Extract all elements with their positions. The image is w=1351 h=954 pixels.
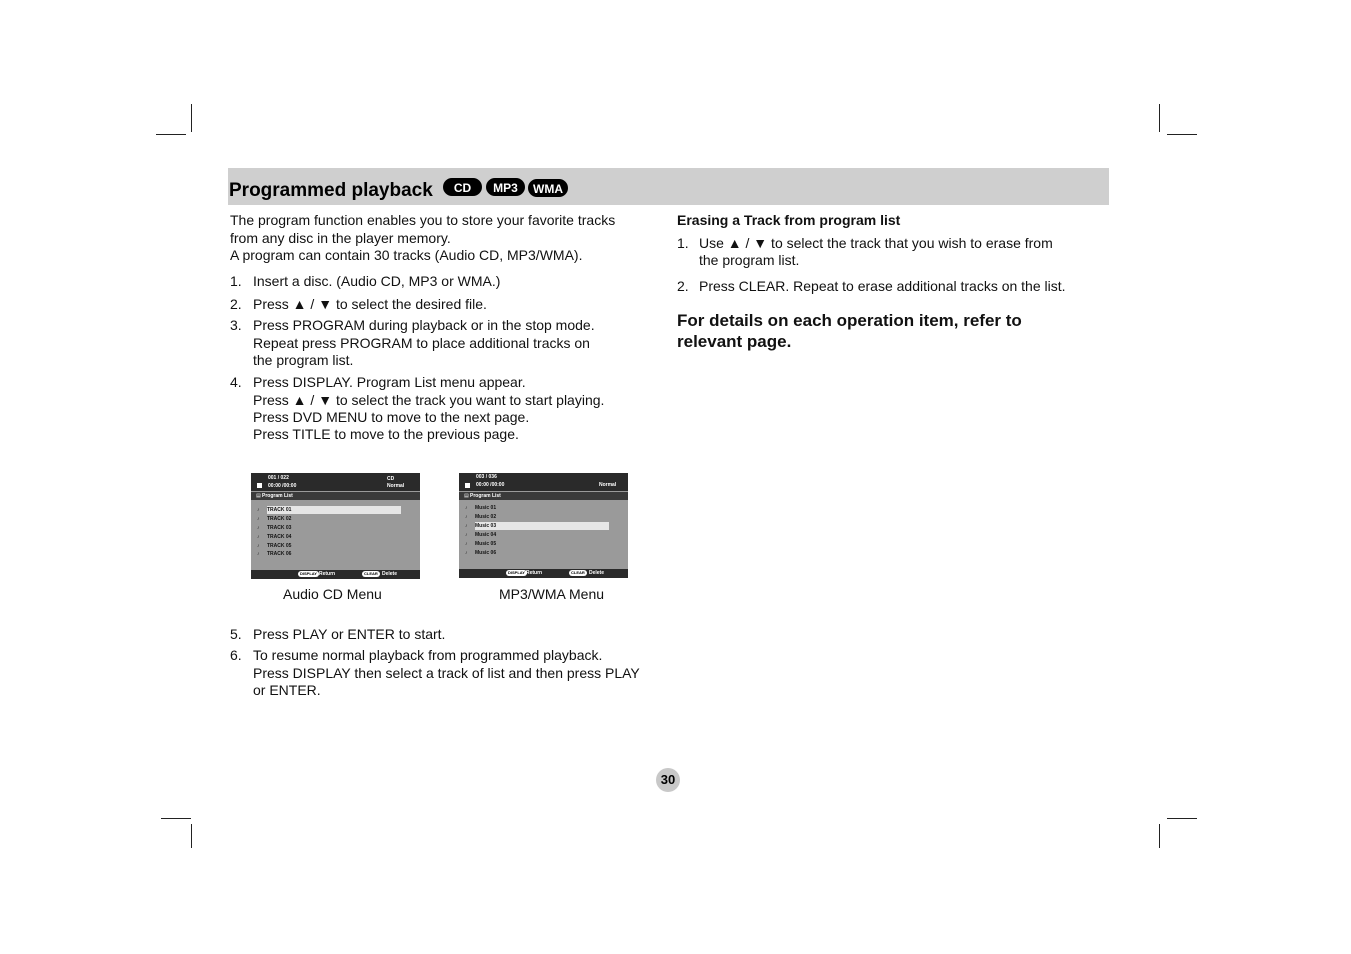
music-note-icon: ♪ bbox=[257, 525, 260, 531]
intro-line: The program function enables you to store your favorite tracks bbox=[230, 212, 616, 228]
step-text: Insert a disc. (Audio CD, MP3 or WMA.) bbox=[253, 273, 501, 289]
step-number: 4. bbox=[230, 374, 242, 390]
audio-cd-caption: Audio CD Menu bbox=[283, 586, 382, 602]
crop-mark bbox=[1159, 824, 1160, 848]
crop-mark bbox=[161, 818, 191, 819]
page-title: Programmed playback bbox=[229, 180, 433, 201]
mp3-wma-menu-screen bbox=[459, 473, 628, 578]
step-number: 2. bbox=[230, 296, 242, 312]
delete-label: Delete bbox=[589, 570, 605, 576]
step-text: Press TITLE to move to the previous page. bbox=[253, 426, 519, 442]
step-text: the program list. bbox=[253, 352, 354, 368]
crop-mark bbox=[1167, 134, 1197, 135]
track-counter: 001 / 022 bbox=[268, 475, 289, 481]
track-label: TRACK 06 bbox=[267, 551, 292, 557]
list-item[interactable] bbox=[465, 531, 615, 540]
mp3-badge: MP3 bbox=[486, 178, 525, 196]
erase-heading: Erasing a Track from program list bbox=[677, 212, 901, 228]
intro-line: from any disc in the player memory. bbox=[230, 230, 451, 246]
step-text: Press ▲ / ▼ to select the desired file. bbox=[253, 296, 487, 312]
details-note: relevant page. bbox=[677, 332, 792, 351]
step-number: 1. bbox=[230, 273, 242, 289]
step-text: Press PLAY or ENTER to start. bbox=[253, 626, 446, 642]
step-text: Press DISPLAY then select a track of list and then press PLAY bbox=[253, 665, 640, 681]
music-note-icon: ♪ bbox=[257, 543, 260, 549]
play-mode: Normal bbox=[387, 483, 405, 489]
track-label: TRACK 01 bbox=[267, 507, 292, 513]
track-label: Music 05 bbox=[475, 541, 497, 547]
music-note-icon: ♪ bbox=[465, 550, 468, 556]
screen-footer bbox=[459, 569, 628, 578]
step-number: 3. bbox=[230, 317, 242, 333]
music-note-icon: ♪ bbox=[465, 523, 468, 529]
crop-mark bbox=[1167, 818, 1197, 819]
details-note: For details on each operation item, refer to bbox=[677, 311, 1022, 330]
track-label: TRACK 04 bbox=[267, 534, 292, 540]
list-item[interactable] bbox=[257, 533, 407, 542]
display-key: DISPLAY bbox=[300, 571, 317, 576]
play-mode: Normal bbox=[599, 482, 617, 488]
intro-line: A program can contain 30 tracks (Audio CD, MP3/WMA). bbox=[230, 247, 583, 263]
track-label: Music 02 bbox=[475, 514, 497, 520]
track-label: TRACK 05 bbox=[267, 543, 292, 549]
mp3-wma-caption: MP3/WMA Menu bbox=[499, 586, 605, 602]
step-text: Press PROGRAM during playback or in the stop mode. bbox=[253, 317, 595, 333]
music-note-icon: ♪ bbox=[257, 516, 260, 522]
music-note-icon: ♪ bbox=[257, 534, 260, 540]
crop-mark bbox=[191, 824, 192, 848]
music-note-icon: ♪ bbox=[257, 507, 260, 513]
list-item[interactable] bbox=[465, 522, 615, 531]
display-key: DISPLAY bbox=[508, 570, 525, 575]
erase-step-text: Press CLEAR. Repeat to erase additional tracks on the list. bbox=[699, 278, 1066, 294]
wma-badge: WMA bbox=[528, 179, 568, 197]
track-label: TRACK 03 bbox=[267, 525, 292, 531]
erase-step-text: the program list. bbox=[699, 252, 800, 268]
list-title: Program List bbox=[262, 493, 293, 499]
step-number: 5. bbox=[230, 626, 242, 642]
return-label: Return bbox=[526, 570, 543, 576]
stop-icon bbox=[465, 483, 470, 488]
stop-icon bbox=[257, 483, 262, 488]
step-text: Press DVD MENU to move to the next page. bbox=[253, 409, 530, 425]
step-number: 6. bbox=[230, 647, 242, 663]
list-item[interactable] bbox=[257, 550, 407, 559]
list-item[interactable] bbox=[257, 524, 407, 533]
list-item[interactable] bbox=[257, 506, 407, 515]
track-label: TRACK 02 bbox=[267, 516, 292, 522]
list-item[interactable] bbox=[257, 515, 407, 524]
page-number: 30 bbox=[656, 768, 680, 792]
list-item[interactable] bbox=[465, 504, 615, 513]
music-note-icon: ♪ bbox=[465, 532, 468, 538]
step-text: or ENTER. bbox=[253, 682, 321, 698]
delete-label: Delete bbox=[382, 571, 398, 577]
step-text: Repeat press PROGRAM to place additional tracks on bbox=[253, 335, 590, 351]
music-note-icon: ♪ bbox=[465, 514, 468, 520]
track-counter: 003 / 036 bbox=[476, 474, 497, 480]
list-icon: ▤ bbox=[464, 493, 469, 499]
crop-mark bbox=[1159, 104, 1160, 132]
cd-badge: CD bbox=[443, 178, 482, 196]
list-item[interactable] bbox=[465, 513, 615, 522]
list-icon: ▤ bbox=[256, 493, 261, 499]
track-label: Music 06 bbox=[475, 550, 497, 556]
erase-step-text: Use ▲ / ▼ to select the track that you wish to erase from bbox=[699, 235, 1053, 251]
track-label: Music 01 bbox=[475, 505, 497, 511]
audio-cd-menu-screen bbox=[251, 473, 420, 579]
step-text: To resume normal playback from programmed playback. bbox=[253, 647, 603, 663]
time-display: 00:00 /00:00 bbox=[268, 483, 297, 489]
music-note-icon: ♪ bbox=[465, 505, 468, 511]
list-item[interactable] bbox=[465, 549, 615, 558]
erase-step-number: 2. bbox=[677, 278, 689, 294]
music-note-icon: ♪ bbox=[257, 551, 260, 557]
crop-mark bbox=[156, 134, 186, 135]
list-item[interactable] bbox=[465, 540, 615, 549]
step-text: Press ▲ / ▼ to select the track you want to start playing. bbox=[253, 392, 605, 408]
clear-key: CLEAR bbox=[364, 571, 378, 576]
list-title: Program List bbox=[470, 493, 501, 499]
crop-mark bbox=[191, 104, 192, 132]
time-display: 00:00 /00:00 bbox=[476, 482, 505, 488]
step-text: Press DISPLAY. Program List menu appear. bbox=[253, 374, 526, 390]
track-label: Music 04 bbox=[475, 532, 497, 538]
return-label: Return bbox=[319, 571, 336, 577]
track-label: Music 03 bbox=[475, 523, 497, 529]
erase-step-number: 1. bbox=[677, 235, 689, 251]
disc-type: CD bbox=[387, 476, 395, 482]
clear-key: CLEAR bbox=[571, 570, 585, 575]
screen-footer bbox=[251, 570, 420, 579]
music-note-icon: ♪ bbox=[465, 541, 468, 547]
